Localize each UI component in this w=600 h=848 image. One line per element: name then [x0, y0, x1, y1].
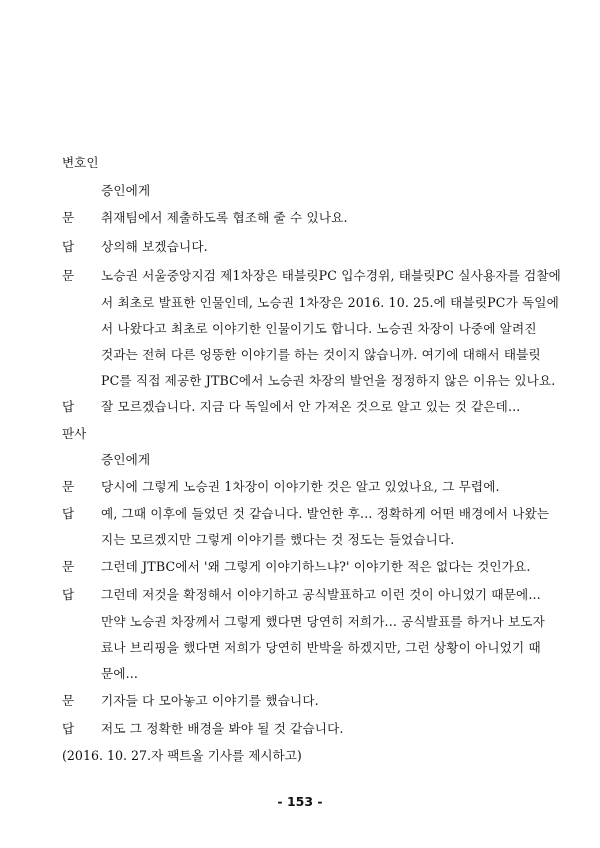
question-text: PC를 직접 제공한 JTBC에서 노승권 차장의 발언을 정정하지 않은 이유는 있나요. [101, 373, 556, 388]
question-text: 서 최초로 발표한 인물인데, 노승권 1차장은 2016. 10. 25.에 태블릿PC가 독일에 [101, 295, 559, 310]
question-marker: 문 [62, 268, 75, 283]
answer-text: 문에... [101, 666, 139, 681]
question-text: 서 나왔다고 최초로 이야기한 인물이기도 합니다. 노승권 차장이 나중에 알려진 [101, 321, 537, 336]
answer-text: 잘 모르겠습니다. 지금 다 독일에서 안 가져온 것으로 알고 있는 것 같은데... [101, 399, 521, 414]
question-marker: 문 [62, 479, 75, 494]
addressee-witness: 증인에게 [101, 183, 151, 198]
question-text: 당시에 그렇게 노승권 1차장이 이야기한 것은 알고 있었나요, 그 무렵에. [101, 479, 500, 494]
question-marker: 문 [62, 559, 75, 574]
answer-text: 지는 모르겠지만 그렇게 이야기를 했다는 것 정도는 들었습니다. [101, 532, 455, 547]
speaker-label-lawyer: 변호인 [62, 155, 99, 170]
answer-text: 저도 그 정확한 배경을 봐야 될 것 같습니다. [101, 721, 344, 736]
answer-text: 만약 노승권 차장께서 그렇게 했다면 당연히 저희가... 공식발표를 하거나 보도자 [101, 614, 545, 629]
question-text: 그런데 JTBC에서 '왜 그렇게 이야기하느냐?' 이야기한 적은 없다는 것인가요. [101, 559, 531, 574]
answer-marker: 답 [62, 239, 75, 254]
stage-note: (2016. 10. 27.자 팩트올 기사를 제시하고) [62, 748, 302, 763]
answer-marker: 답 [62, 506, 75, 521]
question-text: 것과는 전혀 다른 엉뚱한 이야기를 하는 것이지 않습니까. 여기에 대해서 태블릿 [101, 347, 541, 362]
addressee-witness: 증인에게 [101, 452, 151, 467]
speaker-label-judge: 판사 [62, 426, 87, 441]
answer-text: 상의해 보겠습니다. [101, 239, 208, 254]
answer-text: 료나 브리핑을 했다면 저희가 당연히 반박을 하겠지만, 그런 상황이 아니었기 때 [101, 640, 541, 655]
answer-marker: 답 [62, 721, 75, 736]
page-number: - 153 - [277, 794, 323, 809]
question-text: 노승권 서울중앙지검 제1차장은 태블릿PC 입수경위, 태블릿PC 실사용자를 검찰에 [101, 268, 561, 283]
answer-marker: 답 [62, 399, 75, 414]
question-text: 취재팀에서 제출하도록 협조해 줄 수 있나요. [101, 210, 348, 225]
question-text: 기자들 다 모아놓고 이야기를 했습니다. [101, 693, 319, 708]
question-marker: 문 [62, 693, 75, 708]
answer-text: 예, 그때 이후에 들었던 것 같습니다. 발언한 후... 정확하게 어떤 배경에서 나왔는 [101, 506, 550, 521]
answer-text: 그런데 저것을 확정해서 이야기하고 공식발표하고 이런 것이 아니었기 때문에... [101, 587, 541, 602]
question-marker: 문 [62, 210, 75, 225]
answer-marker: 답 [62, 587, 75, 602]
